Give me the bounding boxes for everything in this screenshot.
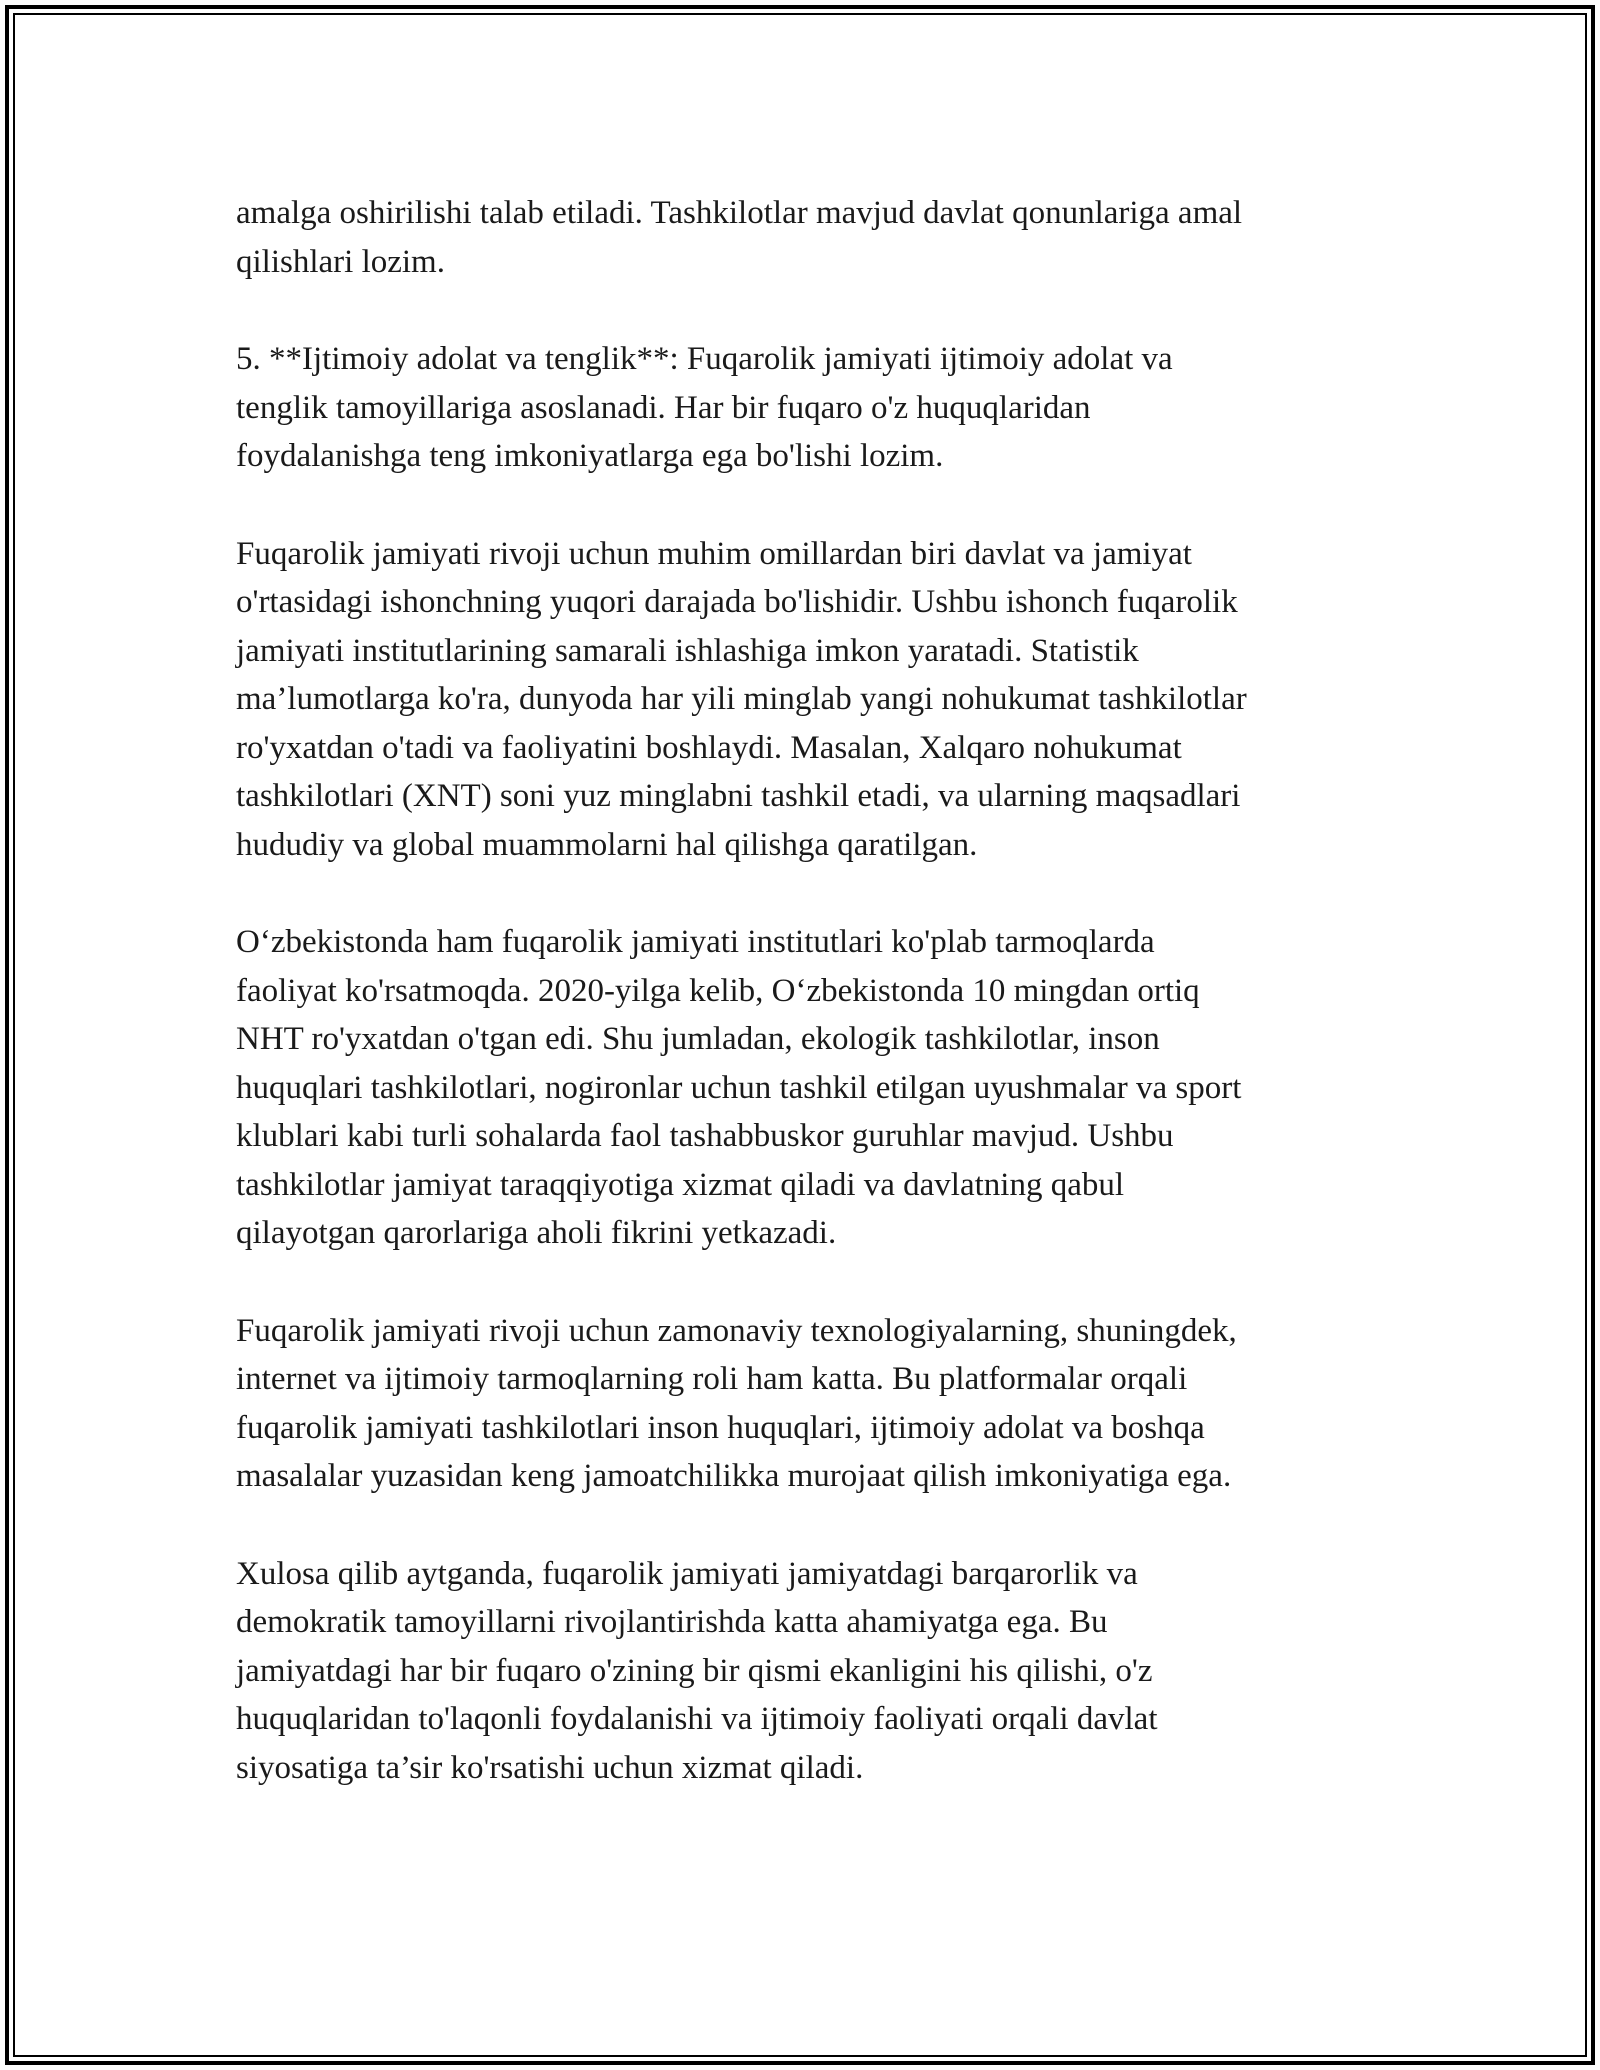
- paragraph-conclusion: Xulosa qilib aytganda, fuqarolik jamiyati jamiyatdagi barqarorlik va demokratik tamoyillarni rivojlantirishda katta ahamiyatga ega. Bu jamiyatdagi har bir fuqaro o'zining bir qismi ekanligini his qilishi, o'z huquqlaridan to'laqonli foydalanishi va ijtimoiy faoliyati orqali davlat siyosatiga ta’sir ko'rsatishi uchun xizmat qiladi.: [236, 1555, 1158, 1786]
- document-body: [236, 189, 1366, 1792]
- paragraph-uzbekistan: O‘zbekistonda ham fuqarolik jamiyati institutlari ko'plab tarmoqlarda faoliyat ko'rsatmoqda. 2020-yilga kelib, O‘zbekistonda 10 mingdan ortiq NHT ro'yxatdan o'tgan edi. Shu jumladan, ekologik tashkilotlar, inson huquqlari tashkilotlari, nogironlar uchun tashkil etilgan uyushmalar va sport klublari kabi turli sohalarda faol tashabbuskor guruhlar mavjud. Ushbu tashkilotlar jamiyat taraqqiyotiga xizmat qiladi va davlatning qabul qilayotgan qarorlariga aholi fikrini yetkazadi.: [236, 924, 1242, 1251]
- paragraph-trust: Fuqarolik jamiyati rivoji uchun muhim omillardan biri davlat va jamiyat o'rtasidagi ishonchning yuqori darajada bo'lishidir. Ushbu ishonch fuqarolik jamiyati institutlarining samarali ishlashiga imkon yaratadi. Statistik ma’lumotlarga ko'ra, dunyoda har yili minglab yangi nohukumat tashkilotlar ro'yxatdan o'tadi va faoliyatini boshlaydi. Masalan, Xalqaro nohukumat tashkilotlari (XNT) soni yuz minglabni tashkil etadi, va ularning maqsadlari hududiy va global muammolarni hal qilishga qaratilgan.: [236, 535, 1247, 863]
- paragraph-technology: Fuqarolik jamiyati rivoji uchun zamonaviy texnologiyalarning, shuningdek, internet va ijtimoiy tarmoqlarning roli ham katta. Bu platformalar orqali fuqarolik jamiyati tashkilotlari inson huquqlari, ijtimoiy adolat va boshqa masalalar yuzasidan keng jamoatchilikka murojaat qilish imkoniyatiga ega.: [236, 1312, 1237, 1494]
- paragraph-continuation: amalga oshirilishi talab etiladi. Tashkilotlar mavjud davlat qonunlariga amal qilishlari lozim.: [236, 195, 1243, 280]
- paragraph-list-item-5: 5. **Ijtimoiy adolat va tenglik**: Fuqarolik jamiyati ijtimoiy adolat va tenglik tamoyillariga asoslanadi. Har bir fuqaro o'z huquqlaridan foydalanishga teng imkoniyatlarga ega bo'lishi lozim.: [236, 341, 1173, 474]
